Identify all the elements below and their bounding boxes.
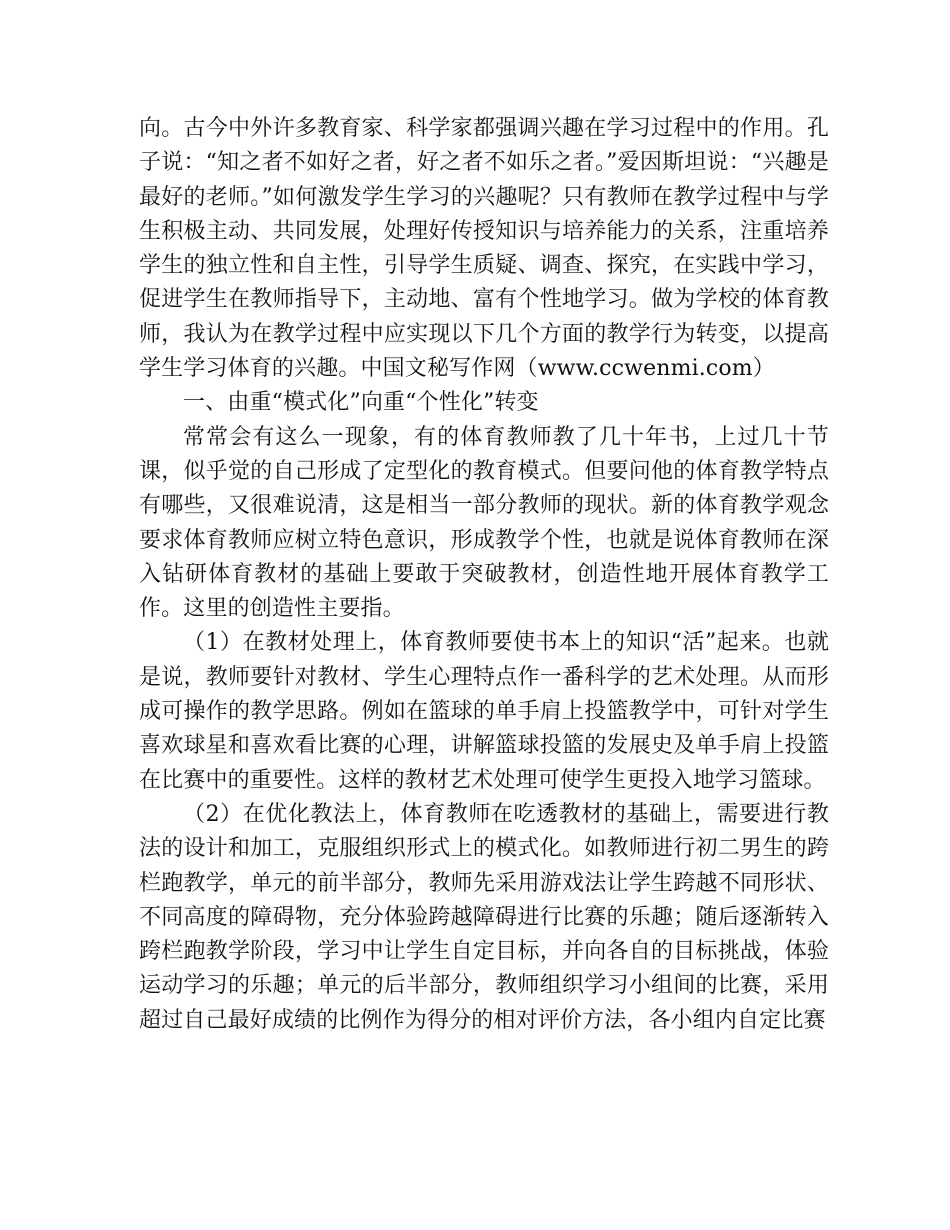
section-heading: 一、由重“模式化”向重“个性化”转变 [183, 390, 539, 416]
paragraph-teacher-modes: 常常会有这么一现象，有的体育教师教了几十年书，上过几十节课，似乎觉的自己形成了定型化的教育模式。但要问他的体育教学特点有哪些，又很难说清，这是相当一部分教师的现状。新的体育教学观念要求体育教师应树立特色意识，形成教学个性，也就是说体育教师在深入钻研体育教材的基础上要敢于突破教材，创造性地开展体育教学工作。这里的创造性主要指。 [139, 424, 829, 622]
paragraph-point-1: （1）在教材处理上，体育教师要使书本上的知识“活”起来。也就是说，教师要针对教材、学生心理特点作一番科学的艺术处理。从而形成可操作的教学思路。例如在篮球的单手肩上投篮教学中，可针对学生喜欢球星和喜欢看比赛的心理，讲解篮球投篮的发展史及单手肩上投篮在比赛中的重要性。这样的教材艺术处理可使学生更投入地学习篮球。 [139, 630, 829, 793]
paragraph-intro-continued: 向。古今中外许多教育家、科学家都强调兴趣在学习过程中的作用。孔子说：“知之者不如好之者，好之者不如乐之者。”爱因斯坦说：“兴趣是最好的老师。”如何激发学生学习的兴趣呢？只有教师在教学过程中与学生积极主动、共同发展，处理好传授知识与培养能力的关系，注重培养学生的独立性和自主性，引导学生质疑、调查、探究，在实践中学习，促进学生在教师指导下，主动地、富有个性地学习。做为学校的体育教师，我认为在教学过程中应实现以下几个方面的教学行为转变，以提高学生学习体育的兴趣。中国文秘写作网（www.ccwenmi.com） [139, 116, 829, 382]
paragraph-point-2: （2）在优化教法上，体育教师在吃透教材的基础上，需要进行教法的设计和加工，克服组织形式上的模式化。如教师进行初二男生的跨栏跑教学，单元的前半部分，教师先采用游戏法让学生跨越不同形状、不同高度的障碍物，充分体验跨越障碍进行比赛的乐趣；随后逐渐转入跨栏跑教学阶段，学习中让学生自定目标，并向各自的目标挑战，体验运动学习的乐趣；单元的后半部分，教师组织学习小组间的比赛，采用超过自己最好成绩的比例作为得分的相对评价方法，各小组内自定比赛 [139, 801, 829, 1033]
body-text [139, 112, 829, 1038]
